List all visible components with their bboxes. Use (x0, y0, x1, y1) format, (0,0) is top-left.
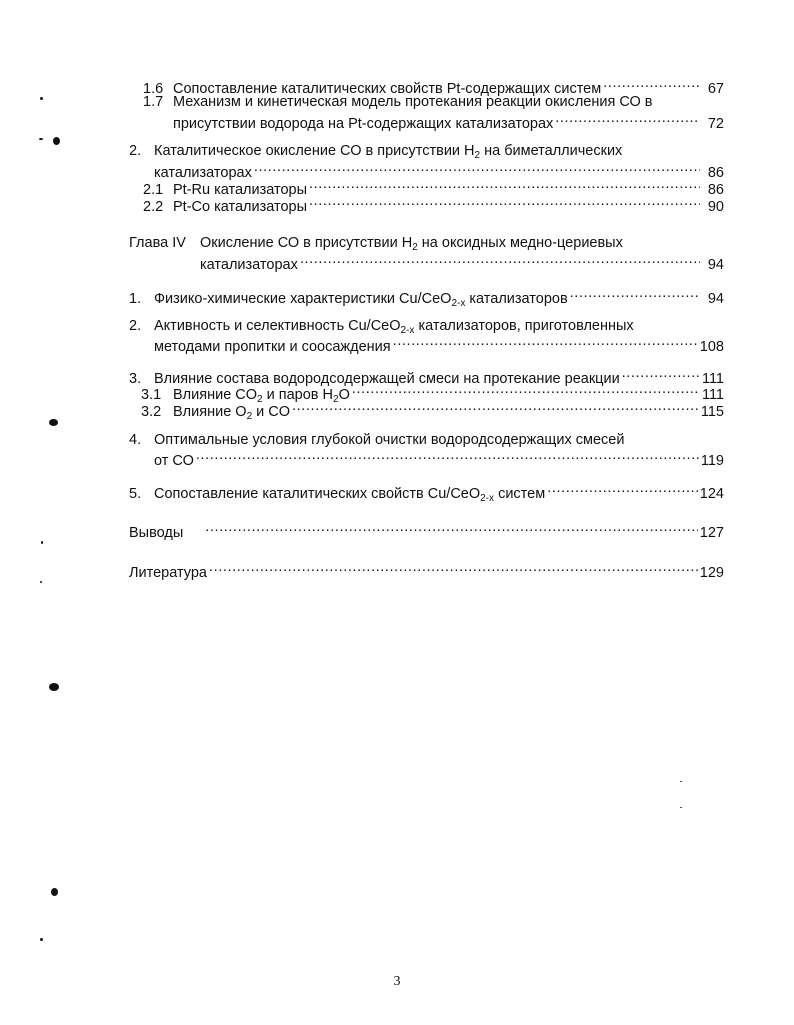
dot-leader (205, 520, 698, 537)
toc-page: 90 (707, 199, 724, 215)
dot-leader (209, 560, 698, 577)
toc-title: Активность и селективность Cu/CeO$_{2-x}$ катализаторов, приготовленных (154, 318, 634, 336)
toc-entry-iv-1[interactable] (129, 286, 724, 309)
toc-entry-2-1[interactable] (143, 177, 724, 198)
toc-title: Влияние $O_2$ и CO (173, 404, 291, 422)
page-number: 3 (393, 974, 401, 989)
toc-page: 115 (700, 404, 724, 420)
scan-speck (40, 938, 43, 941)
toc-page: 94 (707, 291, 724, 307)
toc-title: Pt-Ru катализаторы (173, 182, 308, 198)
toc-number: 2.2 (143, 199, 164, 215)
toc-entry-2-2[interactable] (143, 194, 724, 215)
toc-number: 1.6 (143, 81, 164, 97)
toc-title: Влияние $CO_2$ и паров $H_2O$ (173, 387, 350, 405)
toc-entry-1-7[interactable] (143, 94, 724, 111)
toc-number: 1. (129, 291, 142, 307)
toc-chapter-iv[interactable] (129, 235, 724, 252)
toc-number: 1.7 (143, 94, 164, 110)
toc-title-continued: присутствии водорода на Pt-содержащих катализаторах (173, 116, 554, 132)
dot-leader (309, 177, 700, 194)
toc-entry-iv-3-2[interactable] (141, 399, 724, 422)
toc-page: 119 (700, 453, 724, 469)
dot-leader (555, 111, 700, 128)
toc-entry-2-cont[interactable] (154, 160, 724, 181)
toc-number: 5. (129, 486, 142, 502)
dot-leader (622, 366, 700, 383)
toc-number: 3.2 (141, 404, 162, 420)
toc-entry-iv-4[interactable] (129, 432, 724, 449)
scan-speck (39, 138, 43, 140)
scan-speck (49, 419, 58, 426)
toc-title: Pt-Co катализаторы (173, 199, 308, 215)
dot-leader (300, 252, 700, 269)
toc-entry-references[interactable] (129, 560, 724, 581)
scan-speck (51, 888, 58, 896)
scan-speck (680, 781, 682, 782)
toc-number: 3.1 (141, 387, 162, 403)
toc-title: Окисление СО в присутствии $H_2$ на оксидных медно-цериевых (200, 235, 623, 253)
toc-page: 111 (701, 387, 724, 403)
scan-speck (40, 97, 43, 100)
dot-leader (570, 286, 700, 303)
scan-speck (49, 683, 59, 691)
toc-page: 94 (707, 257, 724, 273)
dot-leader (309, 194, 700, 211)
toc-chapter-iv-cont[interactable] (200, 252, 724, 273)
toc-title: Сопоставление каталитических свойств Pt-содержащих систем (173, 81, 602, 97)
toc-page: 108 (699, 339, 724, 355)
toc-title: Влияние состава водородсодержащей смеси на протекание реакции (154, 371, 620, 387)
dot-leader (393, 334, 698, 351)
dot-leader (547, 481, 698, 498)
toc-entry-1-7-cont[interactable] (173, 111, 724, 132)
toc-entry-iv-4-cont[interactable] (154, 448, 724, 469)
toc-title-continued: методами пропитки и соосаждения (154, 339, 391, 355)
toc-entry-iv-3-1[interactable] (141, 382, 724, 405)
toc-title-continued: катализаторах (200, 257, 298, 273)
toc-entry-1-6[interactable] (143, 76, 724, 97)
toc-title: Оптимальные условия глубокой очистки водородсодержащих смесей (154, 432, 625, 448)
dot-leader (352, 382, 700, 399)
toc-title: Физико-химические характеристики Cu/CeO$_{2-x}$ катализаторов (154, 291, 568, 309)
toc-entry-conclusions[interactable] (129, 520, 724, 541)
toc-title-continued: от СО (154, 453, 194, 469)
toc-title: Выводы (129, 525, 184, 541)
toc-page: 72 (707, 116, 724, 132)
toc-number: 3. (129, 371, 142, 387)
toc-number: 2.1 (143, 182, 164, 198)
toc-page: 111 (701, 371, 724, 387)
toc-page: 67 (707, 81, 724, 97)
toc-page: 129 (699, 565, 724, 581)
toc-entry-iv-3[interactable] (129, 366, 724, 387)
toc-entry-iv-2[interactable] (129, 318, 724, 335)
dot-leader (196, 448, 699, 465)
toc-number: 2. (129, 143, 142, 159)
toc-page: 124 (699, 486, 724, 502)
toc-number: 2. (129, 318, 142, 334)
toc-page: 86 (707, 182, 724, 198)
toc-number: Глава IV (129, 235, 186, 251)
scan-speck (40, 581, 42, 583)
toc-number: 4. (129, 432, 142, 448)
toc-title: Механизм и кинетическая модель протекания реакции окисления СО в (173, 94, 653, 110)
scan-speck (53, 137, 60, 145)
toc-entry-iv-2-cont[interactable] (154, 334, 724, 355)
scan-speck (680, 807, 682, 808)
toc-title: Литература (129, 565, 207, 581)
toc-entry-2[interactable] (129, 143, 724, 160)
toc-page: 86 (707, 165, 724, 181)
scan-speck (41, 541, 43, 544)
toc-title-continued: катализаторах (154, 165, 252, 181)
toc-title: Каталитическое окисление СО в присутствии $H_2$ на биметаллических (154, 143, 623, 161)
dot-leader (603, 76, 700, 93)
dot-leader (254, 160, 700, 177)
toc-title: Сопоставление каталитических свойств Cu/CeO$_{2-x}$ систем (154, 486, 546, 504)
toc-entry-iv-5[interactable] (129, 481, 724, 504)
toc-page: 127 (699, 525, 724, 541)
dot-leader (292, 399, 699, 416)
